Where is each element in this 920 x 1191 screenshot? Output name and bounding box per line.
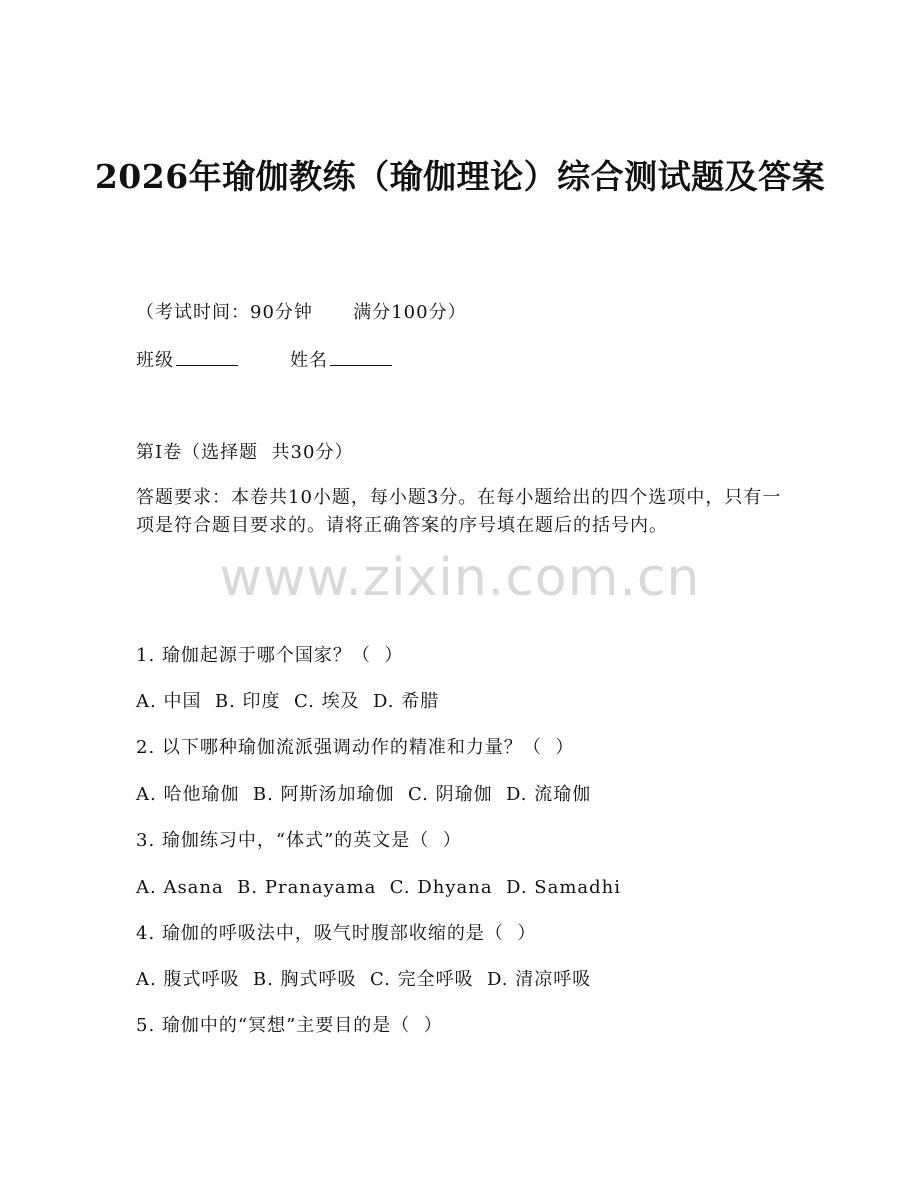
question-options: A. 哈他瑜伽 B. 阿斯汤加瑜伽 C. 阴瑜伽 D. 流瑜伽 xyxy=(136,784,592,805)
question-options: A. Asana B. Pranayama C. Dhyana D. Samadhi xyxy=(136,877,621,898)
question-options: A. 中国 B. 印度 C. 埃及 D. 希腊 xyxy=(136,691,440,712)
question-stem: 5. 瑜伽中的“冥想”主要目的是（ ） xyxy=(136,1015,443,1036)
watermark: www.zixin.com.cn xyxy=(219,548,701,608)
question-stem: 2. 以下哪种瑜伽流派强调动作的精准和力量？（ ） xyxy=(136,737,575,758)
question-stem: 4. 瑜伽的呼吸法中，吸气时腹部收缩的是（ ） xyxy=(136,923,537,944)
class-label: 班级 xyxy=(136,350,174,371)
section-title: 第I卷（选择题 共30分） xyxy=(136,442,354,463)
name-blank xyxy=(330,349,392,366)
name-label: 姓名 xyxy=(290,350,328,371)
document-title: 2026年瑜伽教练（瑜伽理论）综合测试题及答案 xyxy=(94,157,826,196)
student-info-row xyxy=(136,349,392,373)
class-blank xyxy=(176,349,238,366)
question-options: A. 腹式呼吸 B. 胸式呼吸 C. 完全呼吸 D. 清凉呼吸 xyxy=(136,969,592,990)
exam-info: （考试时间：90分钟 满分100分） xyxy=(136,302,467,323)
instructions: 答题要求：本卷共10小题，每小题3分。在每小题给出的四个选项中，只有一项是符合题目要求的。请将正确答案的序号填在题后的括号内。 xyxy=(136,487,782,536)
question-stem: 1. 瑜伽起源于哪个国家？（ ） xyxy=(136,645,404,666)
question-stem: 3. 瑜伽练习中，“体式”的英文是（ ） xyxy=(136,830,462,851)
